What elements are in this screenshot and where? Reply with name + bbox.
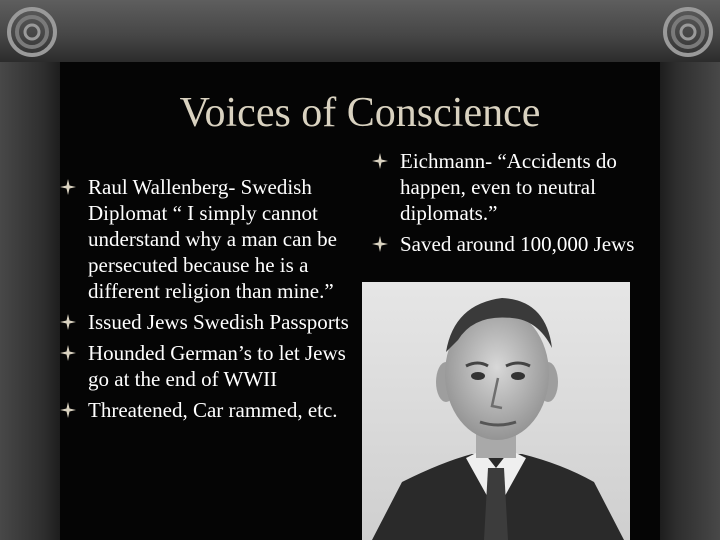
bullet-item <box>60 397 360 423</box>
scroll-ornament-icon <box>6 6 58 58</box>
bullet-text: Issued Jews Swedish Passports <box>88 310 349 334</box>
bullet-text: Raul Wallenberg- Swedish Diplomat “ I simply cannot understand why a man can be persecuted because he is a different religion than mine.” <box>88 175 337 303</box>
fleur-bullet-icon <box>60 314 76 330</box>
bullet-item <box>60 309 360 335</box>
fleur-bullet-icon <box>372 236 388 252</box>
bullet-text: Hounded German’s to let Jews go at the end of WWII <box>88 341 346 391</box>
column-capital <box>0 0 720 64</box>
portrait-photo <box>362 282 630 540</box>
fleur-bullet-icon <box>60 179 76 195</box>
bullet-item <box>372 148 662 226</box>
bullet-item <box>372 231 662 257</box>
fleur-bullet-icon <box>60 345 76 361</box>
bullet-text: Threatened, Car rammed, etc. <box>88 398 338 422</box>
right-bullet-list <box>372 148 662 262</box>
fleur-bullet-icon <box>60 402 76 418</box>
bullet-text: Eichmann- “Accidents do happen, even to neutral diplomats.” <box>400 149 617 225</box>
bullet-item <box>60 340 360 392</box>
fleur-bullet-icon <box>372 153 388 169</box>
scroll-ornament-icon <box>662 6 714 58</box>
slide-title: Voices of Conscience <box>179 90 541 136</box>
left-bullet-list <box>60 174 360 428</box>
bullet-item <box>60 174 360 304</box>
bullet-text: Saved around 100,000 Jews <box>400 232 635 256</box>
